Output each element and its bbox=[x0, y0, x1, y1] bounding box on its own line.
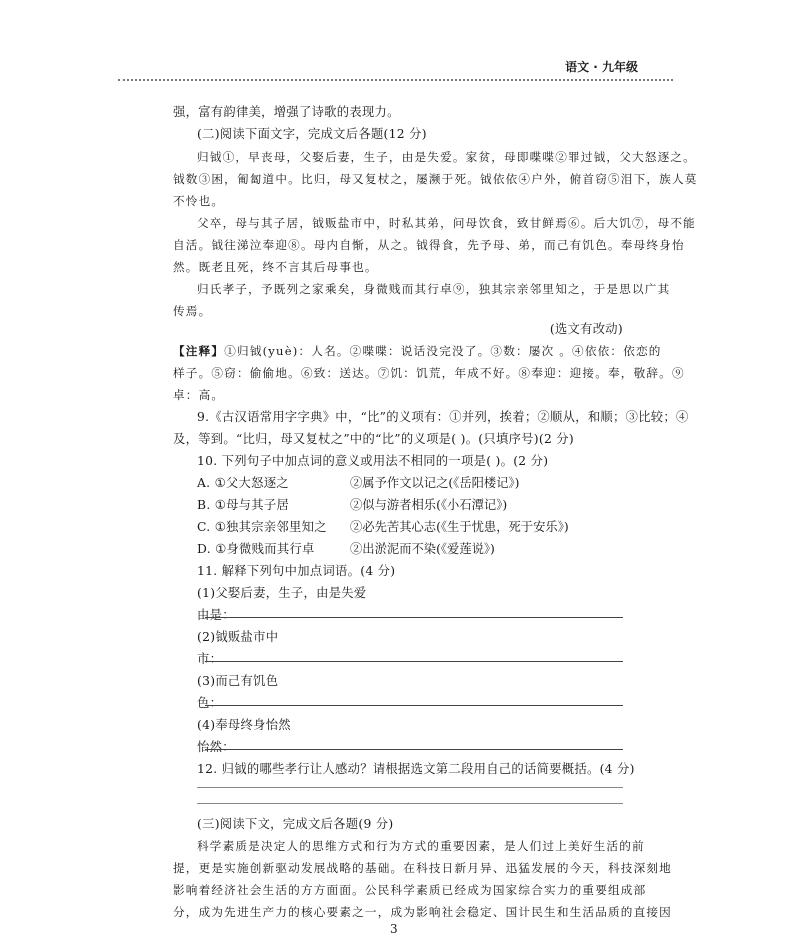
notes-line bbox=[173, 342, 662, 360]
q11-answer-label-4: 怡然： bbox=[197, 740, 235, 754]
notes-line: 样子。⑤窃：偷偷地。⑥致：送达。⑦饥：饥荒，年成不好。⑧奉迎：迎接。奉，敬辞。⑨ bbox=[173, 366, 685, 380]
passage-line: 影响着经济社会生活的方方面面。公民科学素质已经成为国家综合实力的重要组成部 bbox=[173, 883, 647, 897]
q11-answer-label-1: 由是： bbox=[197, 608, 235, 622]
question-10-stem: 10. 下列句子中加点词的意义或用法不相同的一项是( )。(2 分) bbox=[197, 454, 549, 468]
notes-text: ①归钺(yuè)：人名。②喋喋：说话没完没了。③数：屡次 。④依依：依恋的 bbox=[224, 344, 662, 358]
passage-line: 父卒，母与其子居，钺贩盐市中，时私其弟，问母饮食，致甘鲜焉⑥。后大饥⑦，母不能 bbox=[197, 216, 696, 230]
page-header-subject: 语文 · 九年级 bbox=[565, 60, 638, 74]
passage-line: 钺数③困，匍匐道中。比归，母又复杖之，屡濒于死。钺依依④户外，俯首窃⑤泪下，族人莫 bbox=[173, 172, 698, 186]
page-number: 3 bbox=[390, 922, 398, 936]
passage-line: 自活。钺往涕泣奉迎⑧。母内自惭，从之。钺得食，先予母、弟，而己有饥色。奉母终身怡 bbox=[173, 238, 685, 252]
passage-line: 分，成为先进生产力的核心要素之一，成为影响社会稳定、国计民生和生活品质的直接因 bbox=[173, 905, 672, 919]
passage-line: 归钺①，早丧母，父娶后妻，生子，由是失爱。家贫，母即喋喋②罪过钺，父大怒逐之。 bbox=[197, 150, 696, 164]
option-a-right: ②属予作文以记之(《岳阳楼记》) bbox=[350, 476, 520, 490]
header-divider bbox=[118, 79, 673, 81]
section3-title: (三)阅读下文，完成文后各题(9 分) bbox=[197, 817, 394, 831]
source-note: (选文有改动) bbox=[549, 322, 623, 336]
option-c-right: ②必先苦其心志(《生于忧患，死于安乐》) bbox=[350, 520, 569, 534]
passage-line: 不怜也。 bbox=[173, 194, 225, 208]
option-d-left: D. ①身微贱而其行卓 bbox=[197, 542, 315, 556]
option-d-right: ②出淤泥而不染(《爱莲说》) bbox=[350, 542, 495, 556]
passage-line: 传焉。 bbox=[173, 304, 212, 318]
section2-title: (二)阅读下面文字，完成文后各题(12 分) bbox=[197, 127, 427, 141]
passage-line: 科学素质是决定人的思维方式和行为方式的重要因素，是人们过上美好生活的前 bbox=[197, 839, 645, 853]
q11-sentence-4: (4)奉母终身怡然 bbox=[197, 718, 291, 732]
passage-line: 然。既老且死，终不言其后母事也。 bbox=[173, 260, 378, 274]
question-9-line: 9.《古汉语常用字字典》中，“比”的义项有：①并列，挨着；②顺从，和顺；③比较；④ bbox=[197, 410, 689, 424]
q11-answer-field-1[interactable] bbox=[205, 617, 623, 618]
option-c-left: C. ①独其宗亲邻里知之 bbox=[197, 520, 327, 534]
q11-answer-label-2: 市： bbox=[197, 652, 223, 666]
passage-line: 归氏孝子，予既列之家乘矣，身微贱而其行卓⑨，独其宗亲邻里知之，于是思以广其 bbox=[197, 282, 671, 296]
q11-answer-label-3: 色： bbox=[197, 696, 223, 710]
q11-sentence-2: (2)钺贩盐市中 bbox=[197, 630, 279, 644]
q11-answer-field-4[interactable] bbox=[205, 749, 623, 750]
passage-line: 提，更是实施创新驱动发展战略的基础。在科技日新月异、迅猛发展的今天，科技深刻地 bbox=[173, 861, 672, 875]
q11-sentence-3: (3)而己有饥色 bbox=[197, 674, 279, 688]
intro-tail-text: 强，富有韵律美，增强了诗歌的表现力。 bbox=[173, 105, 400, 119]
q11-answer-field-3[interactable] bbox=[205, 705, 623, 706]
q11-answer-field-2[interactable] bbox=[205, 661, 623, 662]
option-a-left: A. ①父大怒逐之 bbox=[197, 476, 289, 490]
notes-label: 【注释】 bbox=[173, 344, 225, 358]
q12-answer-line-1[interactable] bbox=[197, 787, 623, 788]
q12-answer-line-2[interactable] bbox=[197, 803, 623, 804]
question-12-stem: 12. 归钺的哪些孝行让人感动？请根据选文第二段用自己的话简要概括。(4 分) bbox=[197, 762, 635, 776]
q11-sentence-1: (1)父娶后妻，生子，由是失爱 bbox=[197, 586, 367, 600]
question-11-stem: 11. 解释下列句中加点词语。(4 分) bbox=[197, 564, 396, 578]
notes-line: 卓：高。 bbox=[173, 388, 225, 402]
question-9-line: 及，等到。“比归，母又复杖之”中的“比”的义项是( )。(只填序号)(2 分) bbox=[173, 432, 574, 446]
option-b-right: ②似与游者相乐(《小石潭记》) bbox=[350, 498, 508, 512]
option-b-left: B. ①母与其子居 bbox=[197, 498, 290, 512]
